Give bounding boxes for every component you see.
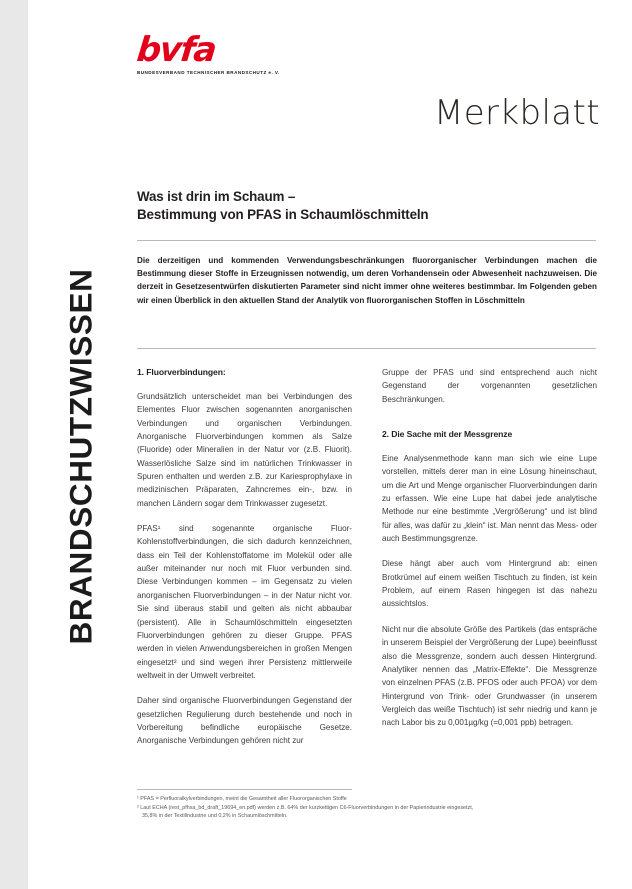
two-column-body	[137, 366, 597, 786]
intro-paragraph: Die derzeitigen und kommenden Verwendungsbeschränkungen fluororganischer Verbindungen machen die Bestimmung dieser Stoffe in Erzeugnissen notwendig, um deren Vorhandensein oder Abwesenheit nachzuweisen. Die derzeit in Gesetzesentwürfen diskutierten Parameter sind nicht immer ohne weiteres bestimmbar. Im Folgenden geben wir einen Überblick in den aktuellen Stand der Analytik von fluororganischen Stoffen in Löschmitteln	[137, 256, 597, 305]
bvfa-logo-subtitle: BUNDESVERBAND TECHNISCHER BRANDSCHUTZ e. V.	[137, 70, 280, 75]
footnote-divider	[137, 789, 352, 790]
section-heading-fluorverbindungen: 1. Fluorverbindungen:	[137, 367, 226, 377]
sidebar-vertical-label: BRANDSCHUTZWISSEN	[62, 268, 99, 645]
divider-above-intro	[137, 240, 596, 241]
section-heading-messgrenze: 2. Die Sache mit der Messgrenze	[382, 429, 513, 440]
page-content	[130, 0, 632, 889]
left-column	[137, 366, 352, 748]
left-paragraph-2: PFAS¹ sind sogenannte organische Fluor-Kohlenstoffverbindungen, die sich dadurch kennzeichnen, dass ein Teil der Kohlenstoffatome im Molekül oder alle außer miteinander nur noch mit Fluor verbunden sind. Diese Verbindungen kommen – im Gegensatz zu vielen anorganischen Fluorverbindungen – in der Natur nicht vor. Sie sind überaus stabil und gelten als nicht abbaubar (persistent). Alle in Schaumlöschmitteln eingesetzten Fluorverbindungen gehören zu dieser Gruppe. PFAS werden in vielen Anwendungsbereichen in großen Mengen eingesetzt² und sind wegen ihrer Persistenz mittlerweile weltweit in der Umwelt verbreitet.	[137, 524, 352, 680]
right-column	[382, 366, 597, 730]
right-paragraph-continuation: Gruppe der PFAS und sind entsprechend auch nicht Gegenstand der vorgenannten gesetzlichen Beschränkungen.	[382, 368, 597, 404]
left-paragraph-3: Daher sind organische Fluorverbindungen Gegenstand der gesetzlichen Regulierung durch bestehende und noch in Vorbereitung befindliche europäische Gesetze. Anorganische Verbindungen gehören nicht zur	[137, 696, 352, 746]
sidebar	[28, 0, 130, 889]
footnote-2-continued: 35,8% in der Textilindustrie und 0,2% in Schaumlöschmitteln.	[142, 813, 288, 820]
right-paragraph-2: Diese hängt aber auch vom Hintergrund ab: einen Brotkrümel auf einem weißen Tischtuch zu finden, ist kein Problem, auf einem Rasen hingegen ist das nahezu aussichtslos.	[382, 559, 597, 609]
divider-below-intro	[137, 348, 596, 349]
page-gutter	[0, 0, 28, 889]
left-paragraph-1: Grundsätzlich unterscheidet man bei Verbindungen des Elementes Fluor zwischen sogenannten anorganischen Verbindungen und organischen Verbindungen. Anorganische Fluorverbindungen kommen als Salze (Fluoride) oder Mineralien in der Natur vor (z.B. Fluorit). Wasserlösliche Salze sind im natürlichen Trinkwasser in Spuren enthalten und werden z.B. zur Kariesprophylaxe in medizinischen Präparaten, Zahncremes ein-, bzw. in manchen Ländern sogar dem Trinkwasser zugesetzt.	[137, 392, 352, 508]
document-type-heading: Merkblatt	[433, 93, 600, 133]
footnotes	[137, 795, 597, 821]
page-title-line-1: Was ist drin im Schaum –	[137, 189, 296, 204]
page-title	[137, 188, 557, 223]
right-paragraph-3: Nicht nur die absolute Größe des Partikels (das entspräche in unserem Beispiel der Vergrößerung der Lupe) beeinflusst also die Messgrenze, sondern auch dessen Hintergrund. Analytiker nennen das „Matrix-Effekte“. Die Messgrenze von einzelnen PFAS (z.B. PFOS oder auch PFOA) vor dem Hintergrund von Trink- oder Grundwasser (in unserem Vergleich das weiße Tischtuch) ist sehr niedrig und kann je nach Labor bis zu 0,001µg/kg (=0,001 ppb) betragen.	[382, 624, 597, 728]
right-paragraph-1: Eine Analysenmethode kann man sich wie eine Lupe vorstellen, mittels derer man in eine Lösung hineinschaut, um die Art und Menge organischer Fluorverbindungen darin zu erfassen. Wie eine Lupe hat dabei jede analytische Methode nur eine bestimmte „Vergrößerung“ und ist blind für alles, was dafür zu „klein“ ist. Man nennt das Mess- oder auch Bestimmungsgrenze.	[382, 454, 597, 544]
bvfa-wordmark: bvfa	[134, 30, 218, 70]
bvfa-logo	[134, 30, 317, 75]
page-title-line-2: Bestimmung von PFAS in Schaumlöschmitteln	[137, 206, 429, 222]
footnote-2: ² Laut ECHA (rest_pfhxa_bd_draft_19694_en.pdf) werden z.B. 64% der kurzkettigen C6-Fluorverbindungen in der Papierindustrie eingesetzt,	[137, 804, 474, 811]
footnote-1: ¹ PFAS = Perfluoralkylverbindungen, meint die Gesamtheit aller Fluororganischen Stoffe	[137, 796, 347, 802]
